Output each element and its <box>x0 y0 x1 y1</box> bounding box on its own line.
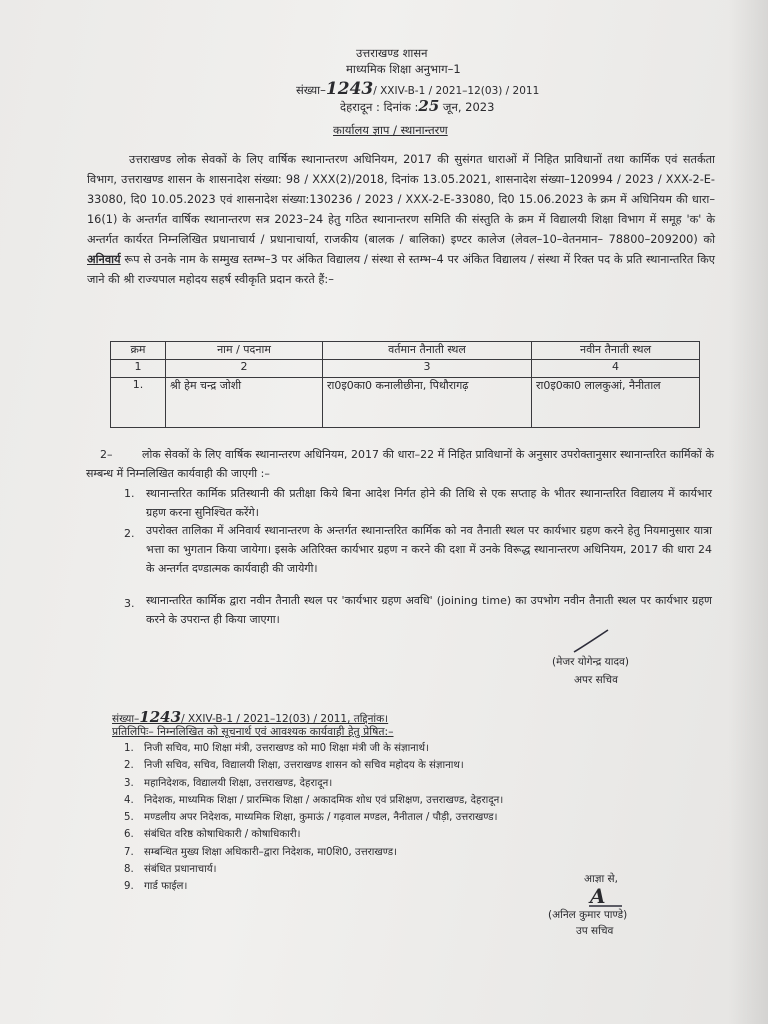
order-number-suffix: / XXIV-B-1 / 2021–12(03) / 2011 <box>373 85 540 97</box>
list-item: 6. संबंधित वरिष्ठ कोषाधिकारी / कोषाधिकारी। <box>124 829 301 841</box>
signatory-2-name: (अनिल कुमार पाण्डे) <box>548 909 628 921</box>
list-item: 7. सम्बन्धित मुख्य शिक्षा अधिकारी–द्वारा निदेशक, मा0शि0, उत्तराखण्ड। <box>124 846 397 858</box>
row-current-posting: रा0इ0का0 कनालीछीना, पिथौरागढ़ <box>323 378 532 428</box>
point-1-text: स्थानान्तरित कार्मिक प्रतिस्थानी की प्रतीक्षा किये बिना आदेश निर्गत होने की तिथि से एक सप्ताह के भीतर स्थानान्तरित विद्यालय में कार्यभार ग्रहण करना सुनिश्चित करेंगे। <box>146 487 712 519</box>
col-number-1: 1 <box>111 360 166 378</box>
header-name: नाम / पदनाम <box>166 342 323 360</box>
page-shadow <box>728 0 768 1024</box>
paragraph-1-text: उत्तराखण्ड लोक सेवकों के लिए वार्षिक स्थानान्तरण अधिनियम, 2017 की सुसंगत धाराओं में निहित प्राविधानों तथा कार्मिक एवं सतर्कता विभाग, उत्तराखण्ड शासन के शासनादेश संख्या: 98 / XXX(2)/2018, दिनांक 13.05.2021, शासनादेश संख्या–120994 / 2023 / XXX-2-E-33080, दि0 10.05.2023 एवं शासनादेश संख्या:130236 / 2023 / XXX-2-E-33080, दि0 15.06.2023 के क्रम में अधिनियम की धारा–16(1) के अन्तर्गत वार्षिक स्थानान्तरण सत्र 2023–24 हेतु गठित स्थानान्तरण समिति की संस्तुति के क्रम में विद्यालयी शिक्षा विभाग में समूह 'क' के अन्तर्गत कार्यरत निम्नलिखित प्रधानाचार्य / प्रधानाचार्या, राजकीय (बालक / बालिका) इण्टर कालेज (लेवल–10–वेतनमान– 78800–209200) को <box>87 153 715 246</box>
copy-ref-label: संख्या– <box>112 713 140 725</box>
order-number-handwritten: 1243 <box>325 79 374 99</box>
signatory-1-designation: अपर सचिव <box>574 674 618 686</box>
government-name: उत्तराखण्ड शासन <box>356 46 428 60</box>
order-number-label: संख्या– <box>296 83 326 97</box>
copy-ref-suffix: / XXIV-B-1 / 2021–12(03) / 2011, तद्दिनांक। <box>181 713 389 725</box>
order-number <box>296 79 539 99</box>
section-2-intro: लोक सेवकों के लिए वार्षिक स्थानान्तरण अधिनियम, 2017 की धारा–22 में निहित प्राविधानों के अनुसार उपरोक्तानुसार स्थानान्तरित कार्मिकों के सम्बन्ध में निम्नलिखित कार्यवाही की जाएगी :– <box>86 448 714 480</box>
signatory-2-designation: उप सचिव <box>576 925 614 937</box>
point-3-number: 3. <box>124 597 135 610</box>
list-item: 3. महानिदेशक, विद्यालयी शिक्षा, उत्तराखण्ड, देहरादून। <box>124 777 333 789</box>
list-item: 2. निजी सचिव, सचिव, विद्यालयी शिक्षा, उत्तराखण्ड शासन को सचिव महोदय के संज्ञानाथ। <box>124 760 464 772</box>
date-day-handwritten: 25 <box>418 97 440 115</box>
date-month-year: जून, 2023 <box>442 100 495 114</box>
table-header-row <box>111 342 700 360</box>
point-2-text: उपरोक्त तालिका में अनिवार्य स्थानान्तरण के अन्तर्गत स्थानान्तरित कार्मिक को नव तैनाती स्थल पर कार्यभार ग्रहण करने हेतु नियमानुसार यात्रा भत्ता का भुगतान किया जायेगा। इसके अतिरिक्त कार्यभार ग्रहण न करने की दशा में उनके विरूद्ध स्थानान्तरण अधिनियम, 2017 की धारा 24 के अन्तर्गत दण्डात्मक कार्यवाही की जायेगी। <box>146 524 712 575</box>
point-2-number: 2. <box>124 527 135 540</box>
header-serial: क्रम <box>111 342 166 360</box>
copy-list <box>124 740 503 896</box>
subject-heading: कार्यालय ज्ञाप / स्थानान्तरण <box>333 123 448 137</box>
col-number-3: 3 <box>323 360 532 378</box>
signature-1-scribble <box>572 628 612 654</box>
table-number-row <box>111 360 700 378</box>
header-new-posting: नवीन तैनाती स्थल <box>532 342 700 360</box>
list-item: 8. संबंधित प्रधानाचार्य। <box>124 864 217 876</box>
list-item: 1. निजी सचिव, मा0 शिक्षा मंत्री, उत्तराखण्ड को मा0 शिक्षा मंत्री जी के संज्ञानार्थ। <box>124 743 429 754</box>
list-item: 4. निदेशक, माध्यमिक शिक्षा / प्रारम्भिक शिक्षा / अकादमिक शोध एवं प्रशिक्षण, उत्तराखण्ड, देहरादून। <box>124 794 504 806</box>
place-date <box>340 97 494 115</box>
list-item: 9. गार्ड फाईल। <box>124 881 188 893</box>
paragraph-1 <box>87 150 715 290</box>
paragraph-1-end: रूप से उनके नाम के सम्मुख स्तम्भ–3 पर अंकित विद्यालय / संस्था से स्तम्भ–4 पर अंकित विद्यालय / संस्था में रिक्त पद के प्रति स्थानान्तरित किए जाने की श्री राज्यपाल महोदय सहर्ष स्वीकृति प्रदान करते हैं:– <box>87 253 715 286</box>
row-new-posting: रा0इ0का0 लालकुआं, नैनीताल <box>532 378 700 428</box>
point-1-number: 1. <box>124 487 135 500</box>
copy-ref-handwritten: 1243 <box>139 708 182 726</box>
table-row <box>111 378 700 428</box>
list-item: 5. मण्डलीय अपर निदेशक, माध्यमिक शिक्षा, कुमाऊं / गढ़वाल मण्डल, नैनीताल / पौड़ी, उत्तराखण्ड। <box>124 812 498 824</box>
place-date-label: देहरादून : दिनांक : <box>340 100 419 114</box>
copy-title: प्रतिलिपिः– निम्नलिखित को सूचनार्थ एवं आवश्यक कार्यवाही हेतु प्रेषित:– <box>112 725 394 738</box>
point-3-text: स्थानान्तरित कार्मिक द्वारा नवीन तैनाती स्थल पर 'कार्यभार ग्रहण अवधि' (joining time) का उपभोग नवीन तैनाती स्थल पर कार्यभार ग्रहण करने के उपरान्त ही किया जाएगा। <box>146 594 712 626</box>
transfer-table <box>110 341 700 428</box>
header-current-posting: वर्तमान तैनाती स्थल <box>323 342 532 360</box>
row-name: श्री हेम चन्द्र जोशी <box>166 378 323 428</box>
signatory-1-name: (मेजर योगेन्द्र यादव) <box>552 656 629 668</box>
department-name: माध्यमिक शिक्षा अनुभाग–1 <box>346 62 461 76</box>
by-order-text: आज्ञा से, <box>584 873 618 885</box>
section-2-number: 2– <box>100 448 113 461</box>
compulsory-emphasis: अनिवार्य <box>87 253 121 266</box>
col-number-2: 2 <box>166 360 323 378</box>
col-number-4: 4 <box>532 360 700 378</box>
signature-2-initial: A <box>590 884 606 908</box>
row-serial: 1. <box>111 378 166 428</box>
